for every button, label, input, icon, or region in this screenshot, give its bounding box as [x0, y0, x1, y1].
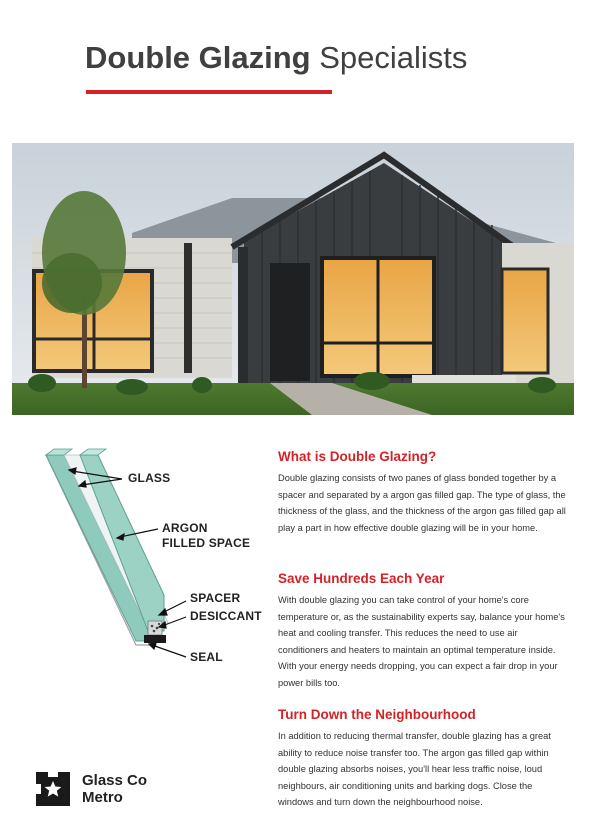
logo-wordmark	[82, 772, 147, 806]
label-spacer: SPACER	[190, 591, 241, 605]
page-title	[85, 40, 467, 76]
section-neighbourhood	[278, 707, 568, 811]
label-desiccant: DESICCANT	[190, 609, 262, 623]
label-filled-space: FILLED SPACE	[162, 536, 251, 550]
logo-line-1: Glass Co	[82, 772, 148, 789]
star-square-icon	[36, 772, 70, 806]
title-light: Specialists	[319, 40, 468, 75]
title-bold: Double Glazing	[85, 40, 311, 75]
section-heading: Save Hundreds Each Year	[278, 571, 445, 586]
hero-house-photo	[12, 143, 574, 415]
section-body: In addition to reducing thermal transfer, double glazing has a great ability to reduce noise transfer too. The argon gas filled gap within double glazing absorbs noises, you'll hear less traffic noise, loud neighbours, air conditioning units and barking dogs. Close the windows and turn down the neighbourhood noise.	[278, 731, 551, 807]
section-what-is	[278, 449, 568, 536]
company-logo	[36, 772, 166, 808]
double-glazing-diagram	[36, 445, 266, 675]
section-body: Double glazing consists of two panes of glass bonded together by a spacer and separated by a argon gas filled gap. The type of glass, the thickness of the glass, and the thickness of the argon gas filled gap all play a part in how effective double glazing will be in your home.	[278, 473, 566, 533]
label-glass: GLASS	[128, 471, 171, 485]
label-argon: ARGON	[162, 521, 208, 535]
logo-line-2: Metro	[82, 789, 123, 806]
label-seal: SEAL	[190, 650, 223, 664]
section-heading: What is Double Glazing?	[278, 449, 437, 464]
section-heading: Turn Down the Neighbourhood	[278, 707, 476, 722]
section-save	[278, 571, 568, 691]
title-underline	[86, 90, 332, 94]
section-body: With double glazing you can take control of your home's core temperature or, as the sustainability experts say, balance your home's heat and cooling transfer. This reduces the need to use air conditioners and heaters to maintain an optimal temperature inside. With your energy needs dropping, you can expect a fair drop in your power bills too.	[278, 595, 565, 688]
